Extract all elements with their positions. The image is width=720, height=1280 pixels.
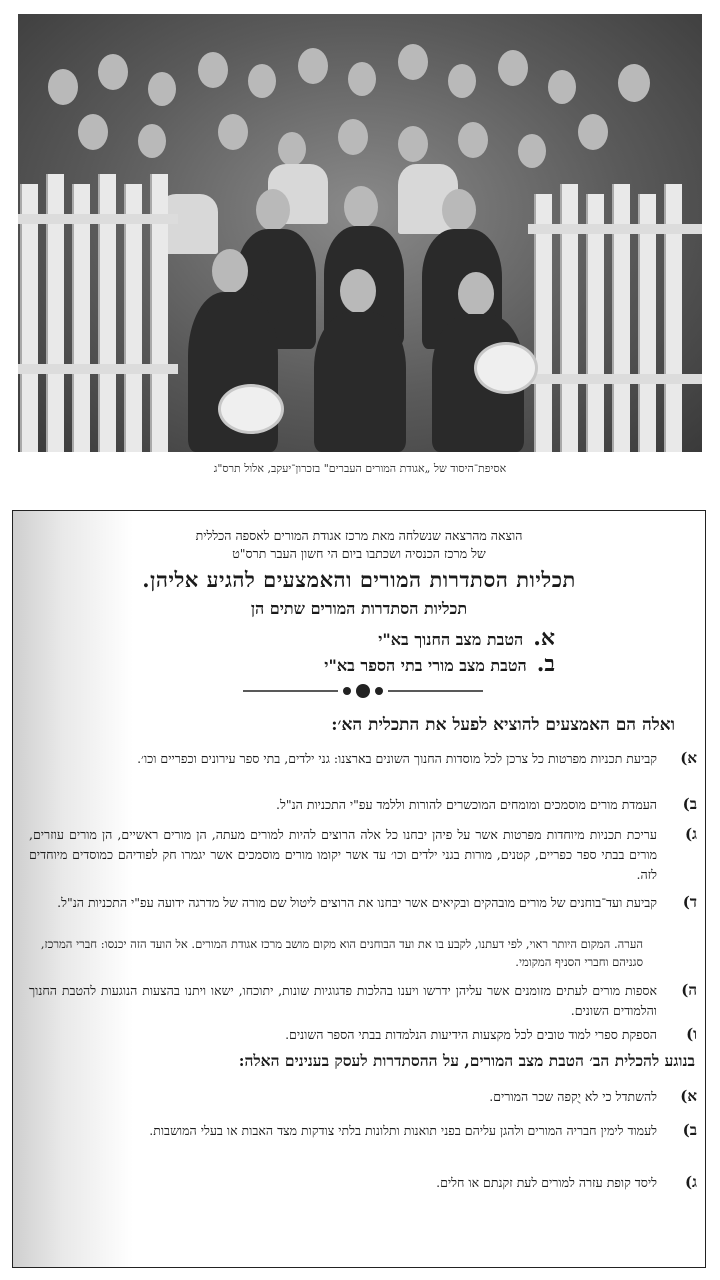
item-letter: א) xyxy=(680,749,697,767)
photo-caption: אסיפת־היסוד של „אגודת המורים העברים" בזכרון־יעקב, אלול תרס"ג xyxy=(213,462,507,475)
goal-letter: ב. xyxy=(536,651,555,677)
list-item: ליסד קופת עזרה למורים לעת זקנתם או חלים. xyxy=(436,1175,657,1190)
document-page xyxy=(12,510,706,1268)
group-photograph xyxy=(18,14,702,452)
note-text: הערה. המקום היותר ראוי, לפי דעתנו, לקבע בו את ועד הבוחנים הוא מקום מושב מרכז אגודת המורים. אל הועד הזה יכנסו: חברי המרכז, סגניהם וחברי הסניף המקומי. xyxy=(40,937,643,969)
goal-text: הטבת מצב מורי בתי הספר בא"י xyxy=(324,656,527,675)
list-item: העמדת מורים מוסמכים ומומחים המוכשרים להורות וללמד עפ"י התכניות הנ"ל. xyxy=(276,797,657,812)
goal-letter: א. xyxy=(533,625,555,651)
goal-item xyxy=(324,651,555,677)
item-letter: ו) xyxy=(686,1025,697,1043)
document-subtitle: תכליות הסתדרות המורים שתים הן xyxy=(250,599,468,618)
goal-text: הטבת מצב החנוך בא"י xyxy=(378,630,524,649)
goal-item xyxy=(378,625,555,651)
document-title: תכליות הסתדרות המורים והאמצעים להגיע אליהן. xyxy=(142,567,576,592)
intro-line-1: הוצאה מהרצאה שנשלחה מאת מרכז אגודת המורים לאספה הכללית xyxy=(195,528,523,543)
item-letter: ה) xyxy=(681,981,697,999)
item-letter: ג) xyxy=(684,825,697,843)
item-letter: ד) xyxy=(682,893,697,911)
list-item: להשתדל כי לא יֻקפה שכר המורים. xyxy=(489,1089,657,1104)
item-letter: א) xyxy=(680,1087,697,1105)
list-item: לעמוד לימין חבריה המורים ולהגן עליהם בפני תואנות ותלונות בלתי צודקות מצד האבות או בעלי המושבות. xyxy=(149,1123,657,1138)
intro-text xyxy=(33,527,685,563)
list-item: הספקת ספרי למוד טובים לכל מקצעות הידיעות הנלמדות בבתי הספר השונים. xyxy=(285,1027,657,1042)
item-letter: ב) xyxy=(682,1121,697,1139)
list-item: קביעת ועד־בוחנים של מורים מובהקים ובקיאים אשר יבחנו את הרוצים ליטול שם מורה של מדרגה ידועה עפ"י התכניות הנ"ל. xyxy=(57,895,657,910)
list-item: אספות מורים לעתים מזומנים אשר עליהן ידרשו ויענו בהלכות פדגוגיות שונות, יתוכחו, ישאו ויתנו בהצעות הנוגעות להטבת החנוך והלמודים השונים. xyxy=(29,983,657,1018)
intro-line-2: של מרכז הכנסיה ושכתבו ביום הי חשון העבר תרס"ט xyxy=(232,546,486,561)
item-letter: ג) xyxy=(684,1173,697,1191)
list-item: קביעת תכניות מפרטות כל צרכן לכל מוסדות החנוך השונים בארצנו: גני ילדים, בתי ספר עירונים וכפריים וכו׳. xyxy=(137,751,657,766)
ornament-divider xyxy=(243,681,483,701)
list-item: עריכת תכניות מיוחדות מפרטות אשר על פיהן יבחנו כל אלה הרוצים להיות למורים מעתה, הן מורים ראשיים, הן מורים עוזרים, מורים בבתי ספר כפריים, קטנים, מורות בגני ילדים וכו׳ עד אשר יקומו מורים מוסמכים אשר יגמרו חק לפודיהם כמוסדים מיוחדים לזה. xyxy=(29,827,657,882)
section-b-heading: בנוגע להכלית הב׳ הטבת מצב המורים, על ההסתדרות לעסק בענינים האלה: xyxy=(238,1051,695,1070)
section-a-heading: ואלה הם האמצעים להוציא לפעל את התכלית הא׳: xyxy=(331,715,675,735)
item-letter: ב) xyxy=(682,795,697,813)
